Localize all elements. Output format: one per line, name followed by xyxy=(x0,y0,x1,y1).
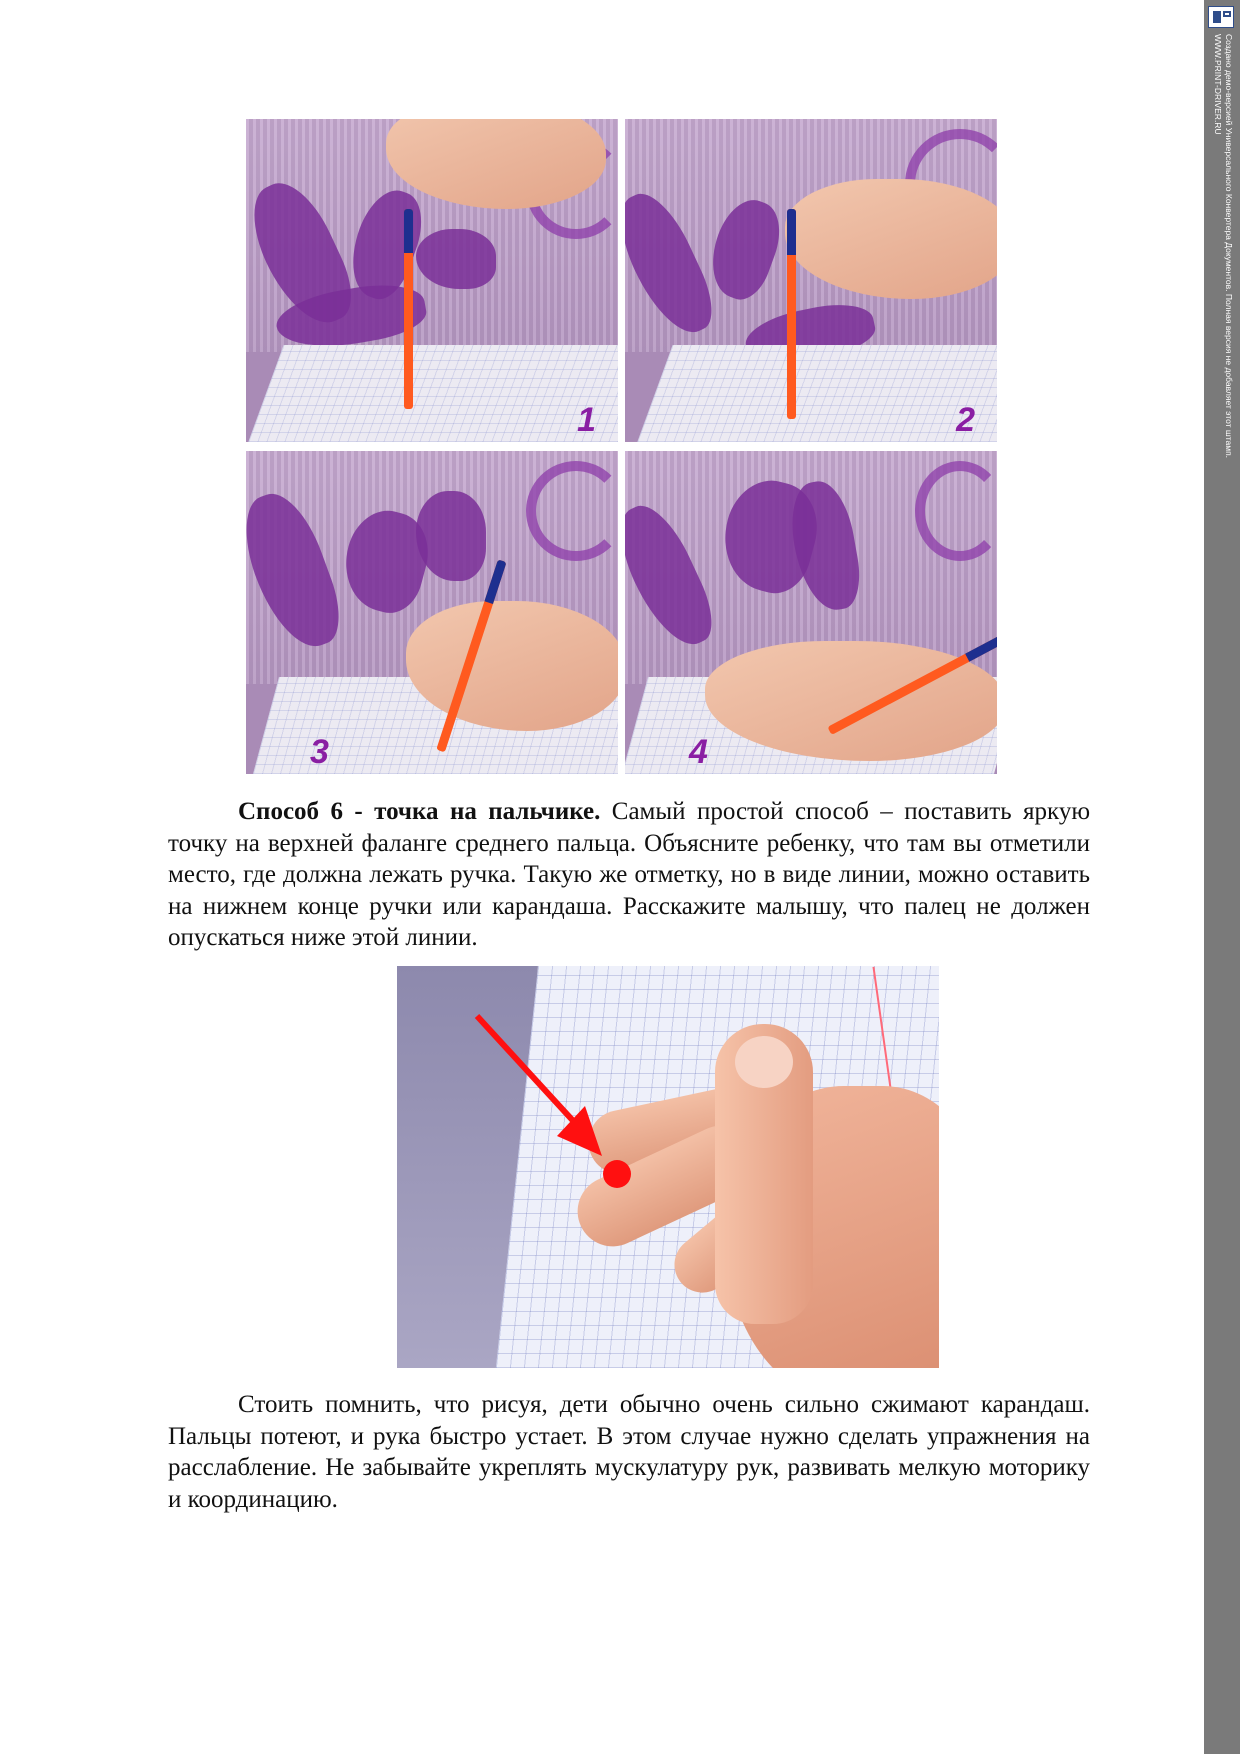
pen-grip-photo-4 xyxy=(625,451,997,774)
photo-number: 1 xyxy=(577,401,596,439)
pen-grip-photo-3 xyxy=(246,451,618,774)
pen-grip-photo-1 xyxy=(246,119,618,442)
method-heading: Способ 6 - точка на пальчике. xyxy=(238,798,601,825)
pen-grip-photo-2 xyxy=(625,119,997,442)
watermark-text xyxy=(1208,34,1236,554)
photo-number: 4 xyxy=(689,733,708,771)
relaxation-text: Стоить помнить, что рисуя, дети обычно очень сильно сжимают карандаш. Пальцы потеют, и рука быстро устает. В этом случае нужно сделать упражнения на расслабление. Не забывайте укреплять мускулатуру рук, развивать мелкую моторику и координацию. xyxy=(168,1391,1090,1513)
photo-number: 3 xyxy=(310,733,329,771)
finger-dot-photo xyxy=(397,966,939,1368)
method-description: Самый простой способ – поставить яркую точку на верхней фаланге среднего пальца. Объясните ребенку, что там вы отметили место, где должна лежать ручка. Такую же отметку, но в виде линии, можно оставить на нижнем конце ручки или карандаша. Расскажите малышу, что палец не должен опускаться ниже этой линии. xyxy=(168,798,1091,951)
converter-logo-icon xyxy=(1208,6,1234,28)
watermark-line-1: Создано демо-версией Универсального Конвертера Документов. Полная версия не добавляет этот штамп. xyxy=(1224,34,1234,459)
pointer-arrow-icon xyxy=(397,966,939,1368)
paragraph-relaxation xyxy=(168,1389,1090,1515)
paragraph-method-6 xyxy=(168,796,1090,954)
photo-number: 2 xyxy=(956,401,975,439)
watermark-line-2: WWW.PRINT-DRIVER.RU xyxy=(1213,34,1223,135)
